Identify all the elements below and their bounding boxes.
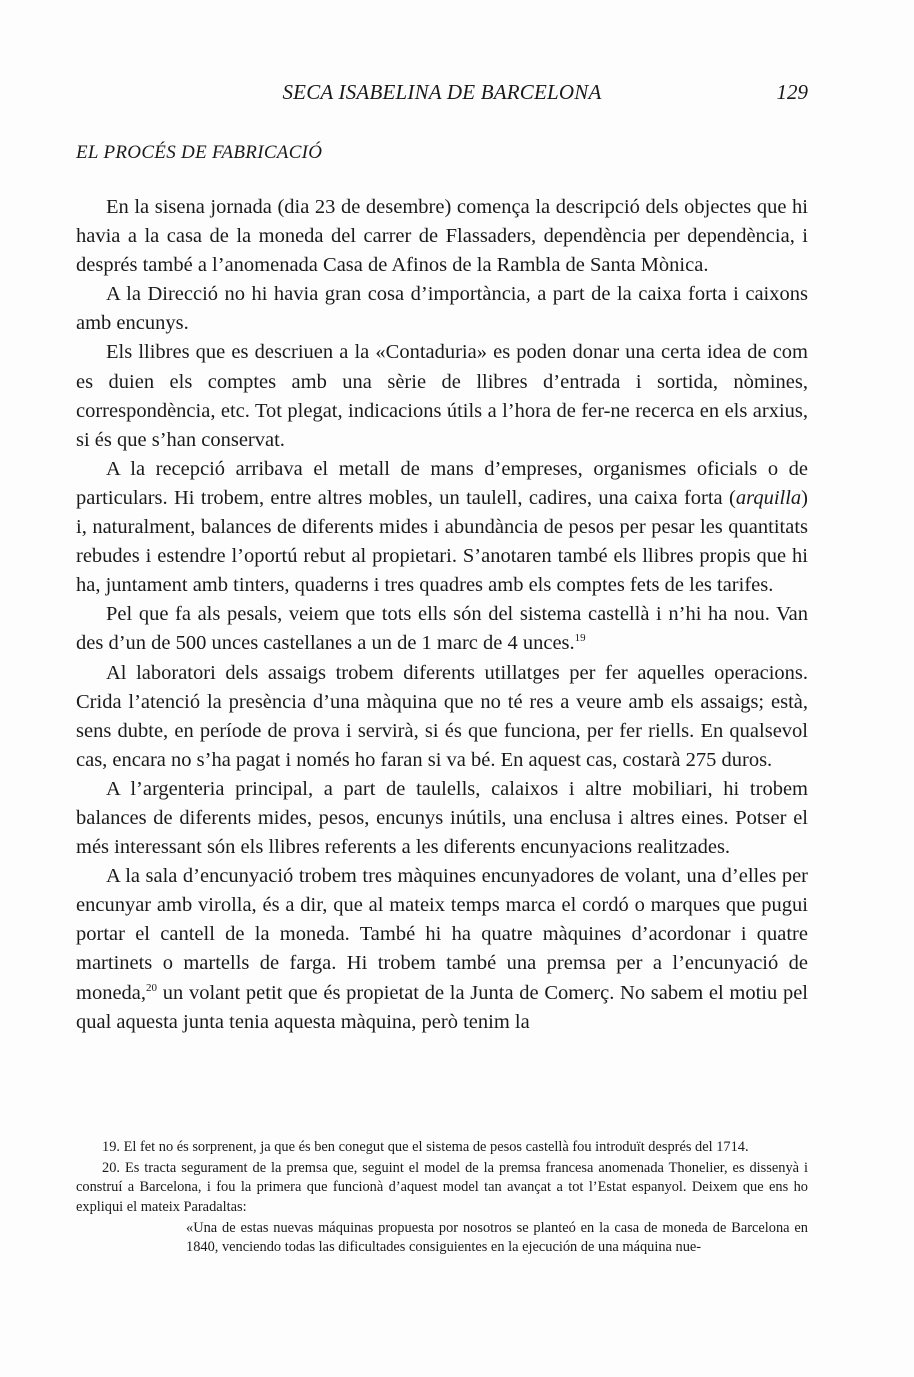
paragraph-text: Pel que fa als pesals, veiem que tots ells són del sistema castellà i n’hi ha nou. Van des d’un de 500 unces castellanes a un de 1 marc de 4 unces. [76,603,808,655]
paragraph: En la sisena jornada (dia 23 de desembre) comença la descripció dels objectes que hi havia a la casa de la moneda del carrer de Flassaders, dependència per dependència, i després també a l’anomenada Casa de Afinos de la Rambla de Santa Mònica. [76,196,808,277]
paragraph-text: ) i, naturalment, balances de diferents mides i abundància de pesos per pesar les quantitats rebudes i estendre l’oportú rebut al propietari. S’anotaren també els llibres propis que hi ha, juntament amb tinters, quaderns i tres quadres amb els comptes fets de les tarifes. [76,486,808,597]
paragraph: Al laboratori dels assaigs trobem diferents utillatges per fer aquelles operacions. Crida l’atenció la presència d’una màquina que no té res a veure amb els assaigs; està, sens dubte, en període de prova i servirà, si és que funciona, per fer riells. En qualsevol cas, encara no s’ha pagat i només ho faran si va bé. En aquest cas, costarà 275 duros. [76,661,808,771]
footnote-quote: «Una de estas nuevas máquinas propuesta por nosotros se planteó en la casa de moneda de Barcelona en 1840, venciendo todas las dificultades consiguientes en la ejecución de una máquina nue- [186,1219,808,1256]
body-text [76,193,808,1037]
paragraph [76,455,808,600]
footnote-20: 20. Es tracta segurament de la premsa que, seguint el model de la premsa francesa anomenada Thonelier, es dissenyà i construí a Barcelona, i fou la primera que funcionà d’aquest model tan avançat a tot l’Estat espanyol. Deixem que ens ho expliqui el mateix Paradaltas: [76,1160,808,1215]
running-header [76,80,808,112]
paragraph [76,862,808,1037]
paragraph: A l’argenteria principal, a part de taulells, calaixos i altre mobiliari, hi trobem balances de diferents mides, pesos, encunys inútils, una enclusa i altres eines. Potser el més interessant són els llibres referents a les diferents encunyacions realitzades. [76,777,808,859]
footnote-ref: 19 [574,632,586,645]
paragraph [76,600,808,658]
paragraph-text: A la sala d’encunyació trobem tres màquines encunyadores de volant, una d’elles per encunyar amb virolla, és a dir, que al mateix temps marca el cordó o marques que pugui portar el cantell de la moneda. També hi ha quatre màquines d’acordonar i quatre martinets o martells de farga. Hi trobem també una premsa per a l’encunyació de moneda, [76,865,808,1004]
footnotes [76,1138,808,1257]
paragraph: Els llibres que es descriuen a la «Contaduria» es poden donar una certa idea de com es duien els comptes amb una sèrie de llibres d’entrada i sortida, nòmines, correspondència, etc. Tot plegat, indicacions útils a l’hora de fer-ne recerca en els arxius, si és que s’han conservat. [76,341,808,451]
page-number: 129 [776,80,808,104]
running-title: SECA ISABELINA DE BARCELONA [282,80,602,104]
paragraph: A la Direcció no hi havia gran cosa d’importància, a part de la caixa forta i caixons amb encunys. [76,283,808,335]
footnote-ref: 20 [146,981,158,994]
footnote-19: 19. El fet no és sorprenent, ja que és ben conegut que el sistema de pesos castellà fou introduït després del 1714. [102,1139,749,1155]
paragraph-text: A la recepció arribava el metall de mans d’empreses, organismes oficials o de particulars. Hi trobem, entre altres mobles, un taulell, cadires, una caixa forta ( [76,457,808,509]
section-title: EL PROCÉS DE FABRICACIÓ [76,142,323,163]
italic-term: arquilla [735,486,802,509]
paragraph-text: un volant petit que és propietat de la Junta de Comerç. No sabem el motiu pel qual aquesta junta tenia aquesta màquina, però tenim la [76,981,808,1033]
